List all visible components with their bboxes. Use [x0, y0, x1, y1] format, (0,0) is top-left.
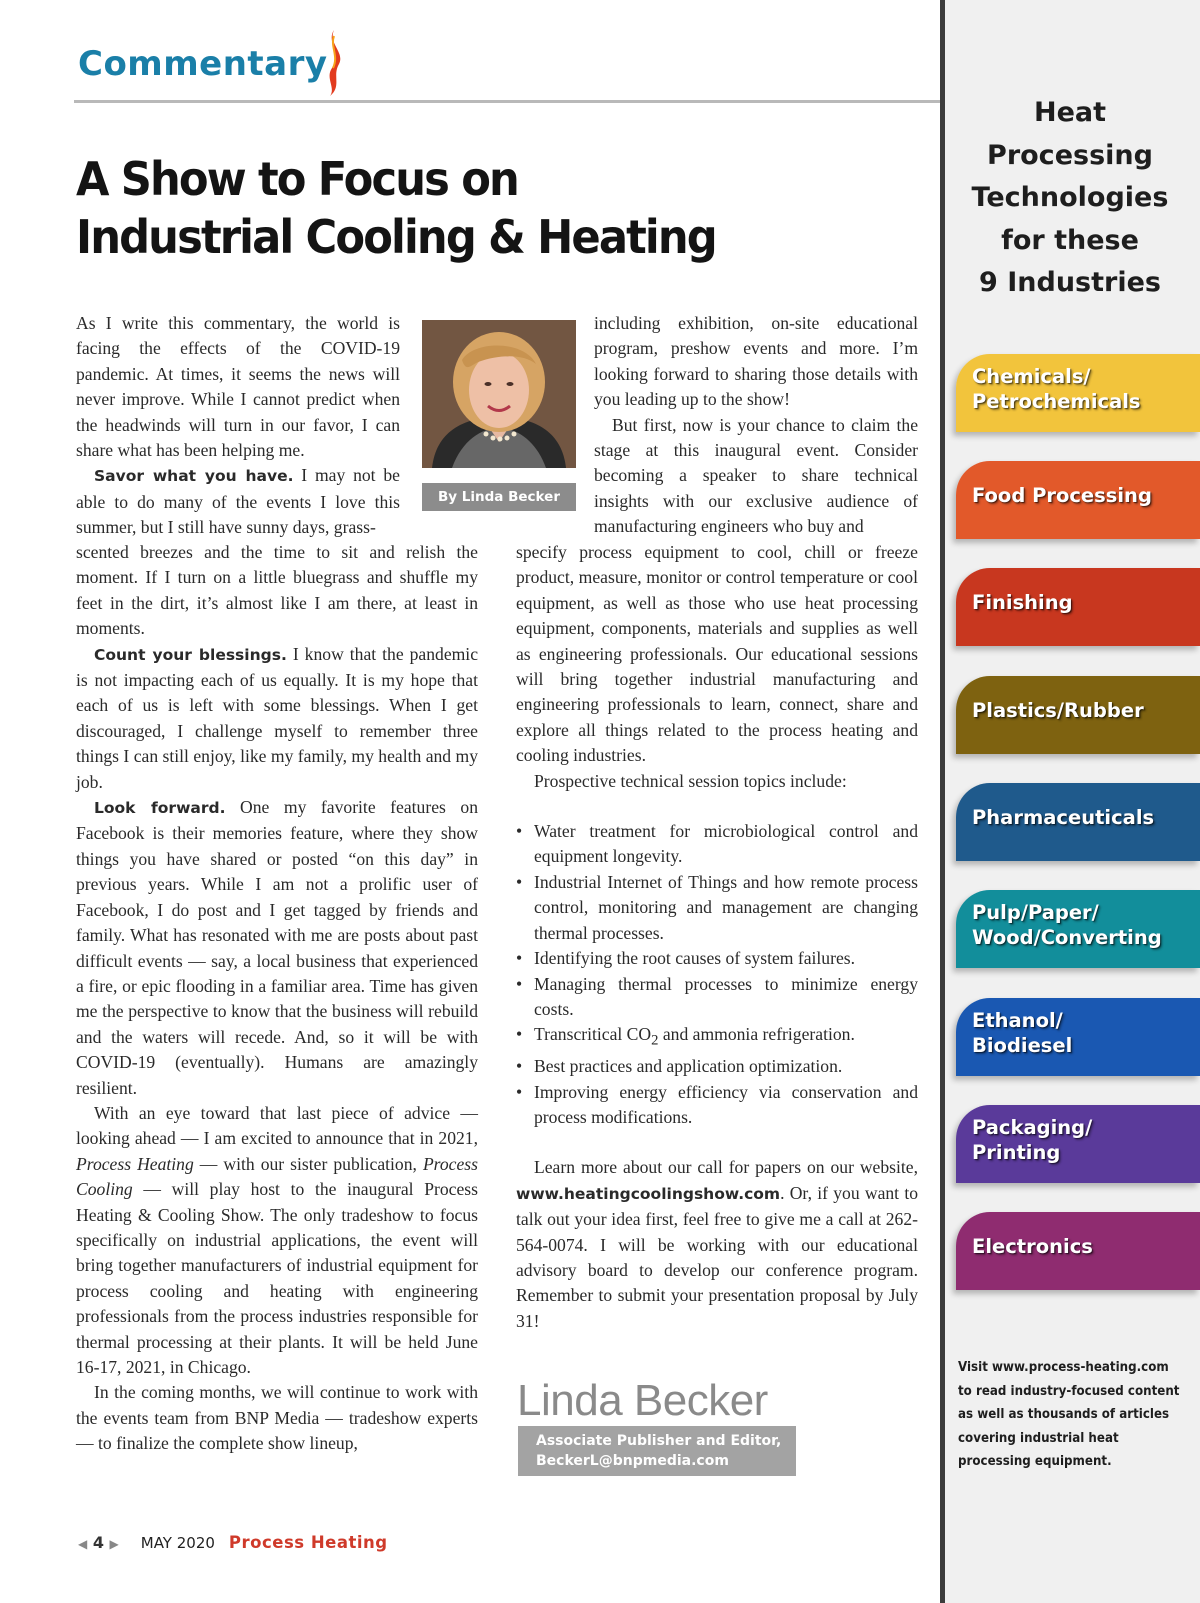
tab-label-line: Pulp/Paper/: [972, 901, 1099, 924]
issue-date: MAY 2020: [140, 1534, 215, 1552]
industry-tab-food-processing[interactable]: [956, 461, 1200, 539]
industry-tab-packaging[interactable]: [956, 1105, 1200, 1183]
look-text: One my favorite features on Facebook is their memories feature, where they show things you have shared or posted “on this day” in previous years. While I am not a prolific user of Facebook, I do post and I get tagged by friends and family. What has resonated with me are posts about past difficult events — say, a local business that experienced a fire, or epic flooding in a familiar area. Time has given me the perspective to know that the business will rebuild and the waters will recede. And, so it will be with COVID-19 (eventually). Humans are amazingly resilient.: [76, 797, 479, 1098]
learn-text-2: . Or, if you want to talk out your idea first, feel free to give me a call at 262-564-0074. I will be working with our educational advisory board to develop our conference program. Remember to submit your presentation proposal by July 31!: [516, 1182, 918, 1331]
industry-tab-label: [972, 1115, 1092, 1165]
sidebar-title-line: for these: [1001, 224, 1139, 256]
co2-subscript: 2: [651, 1032, 659, 1049]
right-arrow-icon: ▶: [109, 1537, 119, 1551]
paragraph-first: But first, now is your chance to claim the stage at this inaugural event. Consider becoming a speaker to share technical insights with our exclusive audience of manufacturing engineers who buy and: [594, 414, 918, 537]
industry-tab-label: Food Processing: [972, 484, 1152, 507]
paragraph-coming: In the coming months, we will continue to work with the events team from BNP Media — tradeshow experts — to finalize the complete show lineup,: [76, 1382, 478, 1454]
announce-text-3: — will play host to the inaugural Process Heating & Cooling Show. The only tradeshow to focus specifically on industrial applications, the event will bring together manufacturers of industrial equipment for process cooling and heating with engineering professionals from the process industries responsible for thermal processing at their plants. It will be held June 16-17, 2021, in Chicago.: [76, 1179, 478, 1377]
count-text: I know that the pandemic is not impacting each of us equally. It is my hope that each of us is left with some blessings. When I get discouraged, I challenge myself to remember three things I can still enjoy, like my family, my health and my job.: [76, 643, 479, 792]
page-number-value: 4: [92, 1533, 104, 1552]
column-2-bottom: [516, 540, 918, 1334]
industry-tab-label: Finishing: [972, 591, 1073, 614]
paragraph-learn: [516, 1155, 918, 1334]
sidebar-note: [958, 1356, 1180, 1474]
sidebar-note-line: covering industrial heat: [958, 1429, 1119, 1446]
spacer: [516, 794, 918, 819]
industry-tab-pulp-paper[interactable]: [956, 890, 1200, 968]
left-arrow-icon: ◀: [78, 1537, 88, 1551]
savor-lead: Savor what you have.: [94, 467, 294, 486]
industry-tab-chemicals[interactable]: [956, 354, 1200, 432]
industry-tab-plastics-rubber[interactable]: [956, 676, 1200, 754]
page-footer: [78, 1533, 388, 1557]
industry-tab-pharmaceuticals[interactable]: [956, 783, 1200, 861]
paragraph-savor: [76, 463, 400, 540]
paragraph-look: [76, 795, 478, 1101]
tab-label-line: Chemicals/: [972, 365, 1091, 388]
industry-tab-label: Electronics: [972, 1235, 1093, 1258]
industry-tab-electronics[interactable]: [956, 1212, 1200, 1290]
tab-label-line: Petrochemicals: [972, 390, 1141, 413]
page-number: [78, 1533, 119, 1552]
show-website-link[interactable]: www.heatingcoolingshow.com: [516, 1184, 781, 1203]
tab-label-line: Packaging/: [972, 1116, 1093, 1139]
paragraph-announce: [76, 1101, 478, 1380]
count-lead: Count your blessings.: [94, 645, 287, 664]
industry-tab-finishing[interactable]: [956, 568, 1200, 646]
article-headline: [76, 150, 716, 266]
topic-item: • Identifying the root causes of system failures.: [516, 946, 918, 971]
tab-label-line: Ethanol/: [972, 1009, 1063, 1032]
author-photo: [422, 320, 576, 468]
tab-label-line: Printing: [972, 1141, 1061, 1164]
signature-email[interactable]: BeckerL@bnpmedia.com: [536, 1453, 729, 1469]
topics-intro: Prospective technical session topics include:: [534, 770, 847, 791]
announce-text-1: With an eye toward that last piece of advice — looking ahead — I am excited to announce that in 2021,: [76, 1102, 478, 1149]
industry-tab-label: Pharmaceuticals: [972, 806, 1155, 829]
announce-text-2: — with our sister publication,: [193, 1153, 423, 1174]
column-1-top: [76, 311, 400, 541]
industry-tab-label: [972, 1008, 1072, 1058]
sidebar-note-line: Visit www.process-heating.com: [958, 1359, 1169, 1375]
byline: By Linda Becker: [422, 483, 576, 511]
learn-text-1: Learn more about our call for papers on our website,: [534, 1157, 918, 1178]
savor-text: I may not be able to do many of the events I love this summer, but I still have sunny days, grass-: [76, 465, 400, 538]
paragraph-savor-cont: scented breezes and the time to sit and relish the moment. If I turn on a little bluegrass and shuffle my feet in the dirt, it’s almost like I am there, at least in moments.: [76, 542, 478, 639]
industry-tab-label: [972, 900, 1162, 950]
tab-label-line: Biodiesel: [972, 1034, 1073, 1057]
sidebar-title-line: Technologies: [971, 182, 1169, 213]
headline-line-2: Industrial Cooling & Heating: [76, 210, 716, 264]
industry-tab-label: Plastics/Rubber: [972, 699, 1144, 722]
topic-item: • Improving energy efficiency via conservation and process modifications.: [516, 1080, 918, 1131]
topic-list: [516, 819, 918, 1130]
portrait-image: [422, 320, 576, 468]
paragraph-count: [76, 642, 478, 795]
header-rule: [74, 100, 940, 103]
industries-sidebar: [940, 0, 1200, 1603]
paragraph-speaker-cont: specify process equipment to cool, chill or freeze product, measure, monitor or control temperature or cool equipment, as well as those who use heat processing equipment, components, materials and supplies as well as engineering professionals. Our educational sessions will bring together industrial manufacturing and engineering professionals to learn, connect, share and explore all things related to the process heating and cooling industries.: [516, 542, 918, 766]
paragraph-intro: As I write this commentary, the world is facing the effects of the COVID-19 pandemic. At times, it seems the news will never improve. While I cannot predict when the headwinds will turn in our favor, I can share what has been helping me.: [76, 313, 400, 461]
topic-item: • Water treatment for microbiological control and equipment longevity.: [516, 819, 918, 870]
topic-item: • Managing thermal processes to minimize energy costs.: [516, 972, 918, 1023]
signature-title: Associate Publisher and Editor,: [536, 1433, 782, 1449]
paragraph-lineup-cont: including exhibition, on-site educational program, preshow events and more. I’m looking forward to sharing those details with you leading up to the show!: [594, 313, 918, 410]
sidebar-note-line: as well as thousands of articles: [958, 1406, 1170, 1422]
section-label: Commentary: [78, 44, 328, 84]
sidebar-title-line: Heat: [1033, 97, 1107, 128]
sidebar-divider: [940, 0, 945, 1603]
topic-co2-rest: and ammonia refrigeration.: [658, 1024, 855, 1045]
sidebar-title-line: Processing: [987, 139, 1153, 171]
look-lead: Look forward.: [94, 799, 226, 818]
sidebar-title: [948, 92, 1192, 305]
topic-item: • Industrial Internet of Things and how remote process control, monitoring and management are changing thermal processes.: [516, 870, 918, 946]
spacer: [516, 1130, 918, 1155]
industry-tab-label: [972, 364, 1141, 414]
headline-line-1: A Show to Focus on: [76, 152, 518, 206]
topic-item: • Best practices and application optimization.: [516, 1054, 918, 1079]
topic-co2-text: Transcritical CO: [534, 1024, 652, 1045]
column-2-top: [594, 311, 918, 540]
sidebar-note-line: to read industry-focused content: [958, 1382, 1180, 1399]
publication-ref-cooling: Process Cooling: [76, 1153, 478, 1200]
topic-item-co2: [516, 1022, 918, 1054]
sidebar-title-line: 9 Industries: [979, 267, 1161, 298]
sidebar-note-line: processing equipment.: [958, 1453, 1112, 1469]
signature-box: [518, 1426, 796, 1476]
signature-name: Linda Becker: [517, 1376, 768, 1425]
publication-ref-heating: Process Heating: [76, 1153, 194, 1174]
industry-tab-ethanol[interactable]: [956, 998, 1200, 1076]
tab-label-line: Wood/Converting: [972, 926, 1162, 949]
column-1-bottom: [76, 540, 478, 1457]
flame-icon: [320, 28, 344, 98]
publication-name: Process Heating: [228, 1533, 388, 1552]
